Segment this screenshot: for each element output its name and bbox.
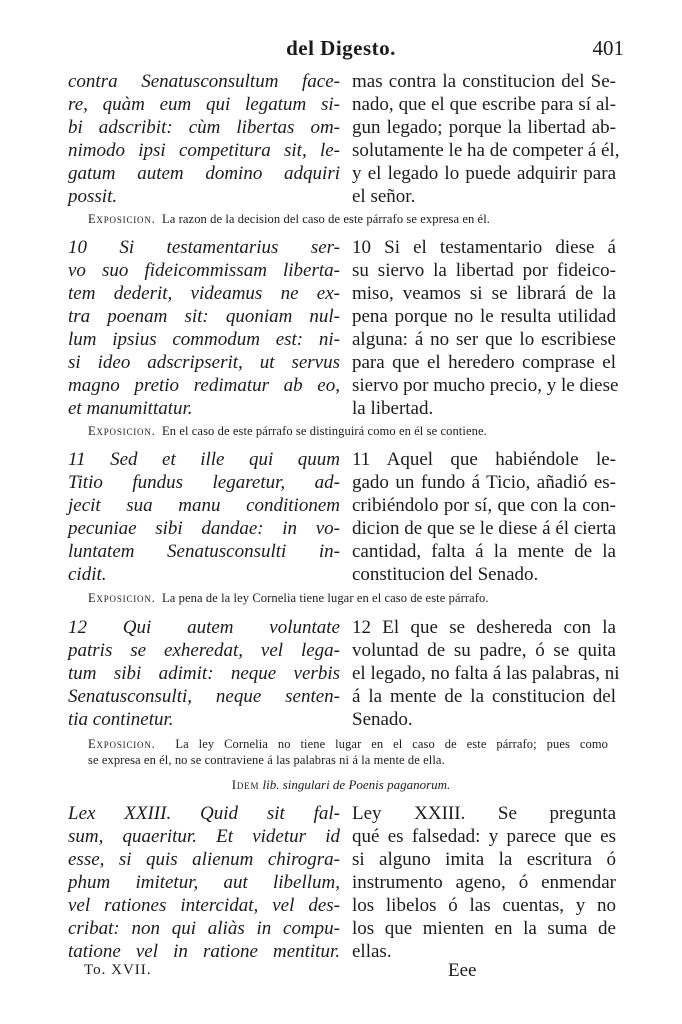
spanish-line: gun legado; porque la libertad ab- [352, 117, 616, 138]
attribution-work: lib. singulari de Poenis paganorum. [262, 777, 451, 792]
spanish-line: los libelos ó las cuentas, y no [352, 895, 616, 916]
spanish-line: Senado. [352, 709, 413, 730]
spanish-line: el legado, no falta á las palabras, ni [352, 663, 620, 684]
latin-line: pecuniae sibi dandae: in vo- [68, 518, 340, 539]
spanish-line: alguna: á no ser que lo escribiese [352, 329, 616, 350]
attribution-author: Idem [231, 777, 260, 792]
latin-line: si ideo adscripserit, ut servus [68, 352, 340, 373]
spanish-line: el señor. [352, 186, 416, 207]
latin-column [68, 616, 340, 731]
spanish-line: 11 Aquel que habiéndole le- [352, 449, 616, 470]
latin-line: gatum autem domino adquiri [68, 163, 340, 184]
spanish-line: á la mente de la constitucion del [352, 686, 616, 707]
latin-line: luntatem Senatusconsulti in- [68, 541, 340, 562]
latin-line: phum imitetur, aut libellum, [68, 872, 340, 893]
latin-line: nimodo ipsi competitura sit, le- [68, 140, 340, 161]
exposition-note [88, 423, 608, 439]
latin-line: possit. [68, 186, 118, 207]
latin-line: contra Senatusconsultum face- [68, 71, 340, 92]
page-number: 401 [592, 36, 624, 60]
latin-line: et manumittatur. [68, 398, 193, 419]
spanish-line: cantidad, falta á la mente de la [352, 541, 616, 562]
exposition-note [88, 211, 608, 227]
catchword: Eee [448, 960, 477, 981]
latin-line: sum, quaeritur. Et videtur id [68, 826, 340, 847]
latin-line: Lex XXIII. Quid sit fal- [68, 803, 340, 824]
latin-line: lum ipsius commodum est: ni- [68, 329, 340, 350]
spanish-line: 12 El que se deshereda con la [352, 617, 616, 638]
latin-line: tatione vel in ratione mentitur. [68, 941, 340, 962]
latin-line: magno pretio redimatur ab eo, [68, 375, 340, 396]
note-text: La pena de la ley Cornelia tiene lugar en el caso de este párrafo. [162, 591, 489, 605]
latin-line: tum sibi adimit: neque verbis [68, 663, 340, 684]
latin-column [68, 70, 340, 208]
latin-line: re, quàm eum qui legatum si- [68, 94, 340, 115]
running-title: del Digesto. [286, 36, 396, 60]
signature-mark: To. XVII. [84, 962, 152, 978]
note-text: se expresa en él, no se contraviene á las palabras ni á la mente de ella. [88, 753, 445, 767]
exposition-note [88, 736, 608, 768]
note-text: La razon de la decision del caso de este párrafo se expresa en él. [162, 212, 490, 226]
latin-line: Titio fundus legaretur, ad- [68, 472, 340, 493]
latin-line: tra poenam sit: quoniam nul- [68, 306, 340, 327]
latin-line: cidit. [68, 564, 107, 585]
note-text: La ley Cornelia no tiene lugar en el caso de este párrafo; pues como [175, 737, 608, 751]
spanish-column [352, 448, 616, 586]
latin-column [68, 236, 340, 420]
spanish-line: qué es falsedad: y parece que es [352, 826, 616, 847]
note-label: Exposicion. [88, 737, 156, 751]
latin-line: tem dederit, videamus ne ex- [68, 283, 340, 304]
latin-line: Senatusconsulti, neque senten- [68, 686, 340, 707]
latin-line: vo suo fideicommissam liberta- [68, 260, 340, 281]
spanish-line: la libertad. [352, 398, 434, 419]
spanish-line: constitucion del Senado. [352, 564, 539, 585]
spanish-line: nado, que el que escribe para sí al- [352, 94, 616, 115]
spanish-line: 10 Si el testamentario diese á [352, 237, 616, 258]
spanish-column [352, 802, 616, 963]
latin-line: cribat: non qui aliàs in compu- [68, 918, 340, 939]
spanish-column [352, 70, 620, 208]
note-text: En el caso de este párrafo se distinguirá como en él se contiene. [162, 424, 487, 438]
spanish-line: su siervo la libertad por fideico- [352, 260, 616, 281]
latin-column [68, 448, 340, 586]
spanish-line: gado un fundo á Ticio, añadió es- [352, 472, 616, 493]
latin-line: 12 Qui autem voluntate [68, 617, 340, 638]
latin-line: tia continetur. [68, 709, 174, 730]
note-label: Exposicion. [88, 424, 156, 438]
note-label: Exposicion. [88, 591, 156, 605]
latin-line: jecit sua manu conditionem [68, 495, 340, 516]
latin-line: esse, si quis alienum chirogra- [68, 849, 340, 870]
spanish-line: siervo por mucho precio, y le diese [352, 375, 619, 396]
spanish-line: si alguno imita la escritura ó [352, 849, 616, 870]
note-label: Exposicion. [88, 212, 156, 226]
latin-line: bi adscribit: cùm libertas om- [68, 117, 340, 138]
spanish-line: mas contra la constitucion del Se- [352, 71, 616, 92]
spanish-column [352, 236, 619, 420]
spanish-line: voluntad de su padre, ó se quita [352, 640, 616, 661]
latin-line: vel rationes intercidat, vel des- [68, 895, 340, 916]
source-attribution [0, 777, 682, 793]
spanish-line: pena porque no le resulta utilidad [352, 306, 616, 327]
latin-line: 11 Sed et ille qui quum [68, 449, 340, 470]
spanish-line: instrumento ageno, ó enmendar [352, 872, 616, 893]
latin-column [68, 802, 340, 963]
spanish-line: los que mienten en la suma de [352, 918, 616, 939]
exposition-note [88, 590, 608, 606]
page-header [0, 36, 682, 64]
spanish-line: y el legado lo puede adquirir para [352, 163, 616, 184]
spanish-column [352, 616, 620, 731]
spanish-line: Ley XXIII. Se pregunta [352, 803, 616, 824]
spanish-line: para que el heredero comprase el [352, 352, 616, 373]
page-footer [68, 960, 616, 986]
latin-line: patris se exheredat, vel lega- [68, 640, 340, 661]
spanish-line: cribiéndolo por sí, que con la con- [352, 495, 616, 516]
latin-line: 10 Si testamentarius ser- [68, 237, 340, 258]
spanish-line: miso, veamos si se librará de la [352, 283, 616, 304]
spanish-line: ellas. [352, 941, 392, 962]
spanish-line: solutamente le ha de competer á él, [352, 140, 620, 161]
spanish-line: dicion de que se le diese á él cierta [352, 518, 616, 539]
